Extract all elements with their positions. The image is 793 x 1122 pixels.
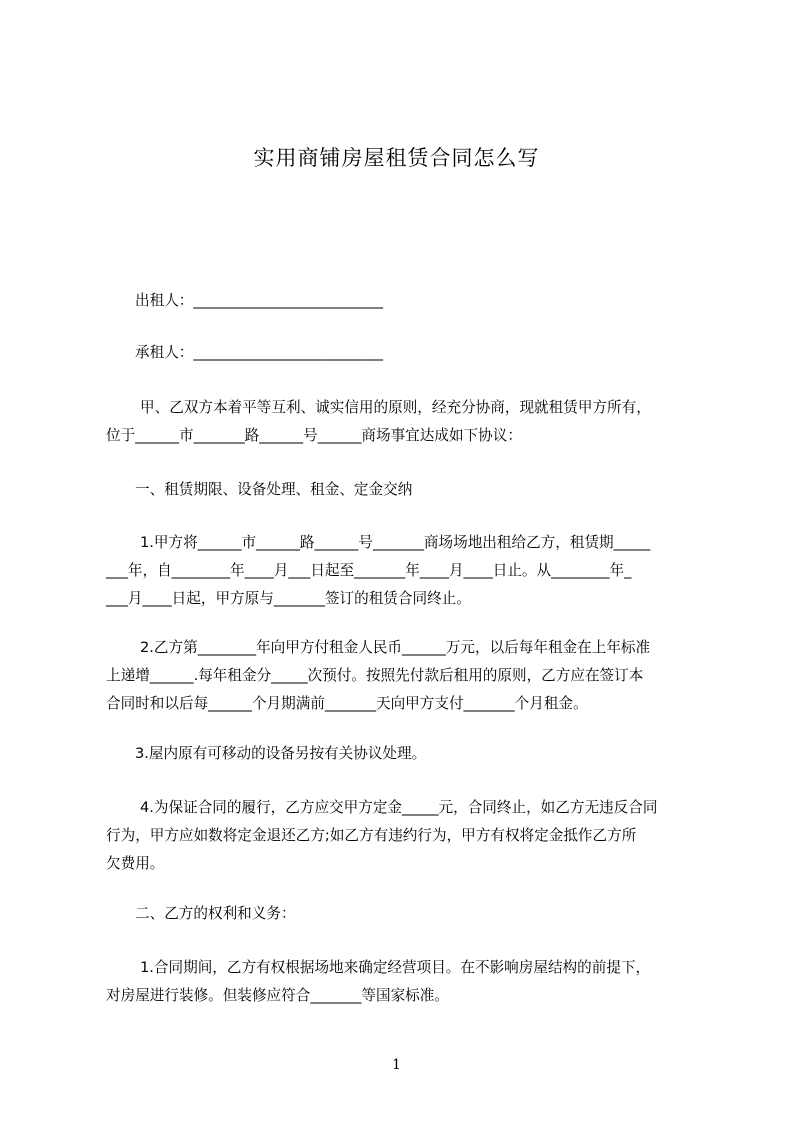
item-2-1-line-1: 1.合同期间，乙方有权根据场地来确定经营项目。在不影响房屋结构的前提下， bbox=[140, 959, 651, 976]
section-2-heading: 二、乙方的权利和义务： bbox=[135, 905, 296, 922]
item-1-4-line-3: 欠费用。 bbox=[106, 855, 165, 872]
item-1-2-line-1: 2.乙方第________年向甲方付租金人民币______万元，以后每年租金在上年标准 bbox=[140, 639, 651, 656]
item-1-2-line-2: 上递增______.每年租金分_____次预付。按照先付款后租用的原则，乙方应在签订本 bbox=[106, 667, 644, 684]
intro-line-1: 甲、乙双方本着平等互利、诚实信用的原则，经充分协商，现就租赁甲方所有， bbox=[140, 399, 651, 416]
intro-line-2: 位于______市_______路______号______商场事宜达成如下协议： bbox=[106, 427, 522, 444]
lessor-line: 出租人：__________________________ bbox=[135, 292, 384, 309]
item-1-1-line-3: ___月____日起，甲方原与_______签订的租赁合同终止。 bbox=[106, 590, 471, 607]
item-1-2-line-3: 合同时和以后每______个月期满前_______天向甲方支付_______个月租金。 bbox=[106, 695, 588, 712]
lessee-line: 承租人：__________________________ bbox=[135, 344, 384, 361]
section-1-heading: 一、租赁期限、设备处理、租金、定金交纳 bbox=[135, 481, 413, 498]
item-1-1-line-2: ___年，自________年____月___日起至_______年____月____日止。从________年_ bbox=[106, 562, 632, 579]
item-1-3-line-1: 3.屋内原有可移动的设备另按有关协议处理。 bbox=[135, 745, 427, 762]
item-1-1-line-1: 1.甲方将______市______路______号_______商场场地出租给乙方，租赁期_____ bbox=[140, 534, 651, 551]
item-2-1-line-2: 对房屋进行装修。但装修应符合_______等国家标准。 bbox=[106, 987, 449, 1004]
document-title: 实用商铺房屋租赁合同怎么写 bbox=[253, 146, 540, 170]
page-number: 1 bbox=[392, 1057, 401, 1073]
item-1-4-line-1: 4.为保证合同的履行，乙方应交甲方定金_____元，合同终止，如乙方无违反合同 bbox=[140, 799, 658, 816]
item-1-4-line-2: 行为，甲方应如数将定金退还乙方;如乙方有违约行为，甲方有权将定金抵作乙方所 bbox=[106, 827, 637, 844]
